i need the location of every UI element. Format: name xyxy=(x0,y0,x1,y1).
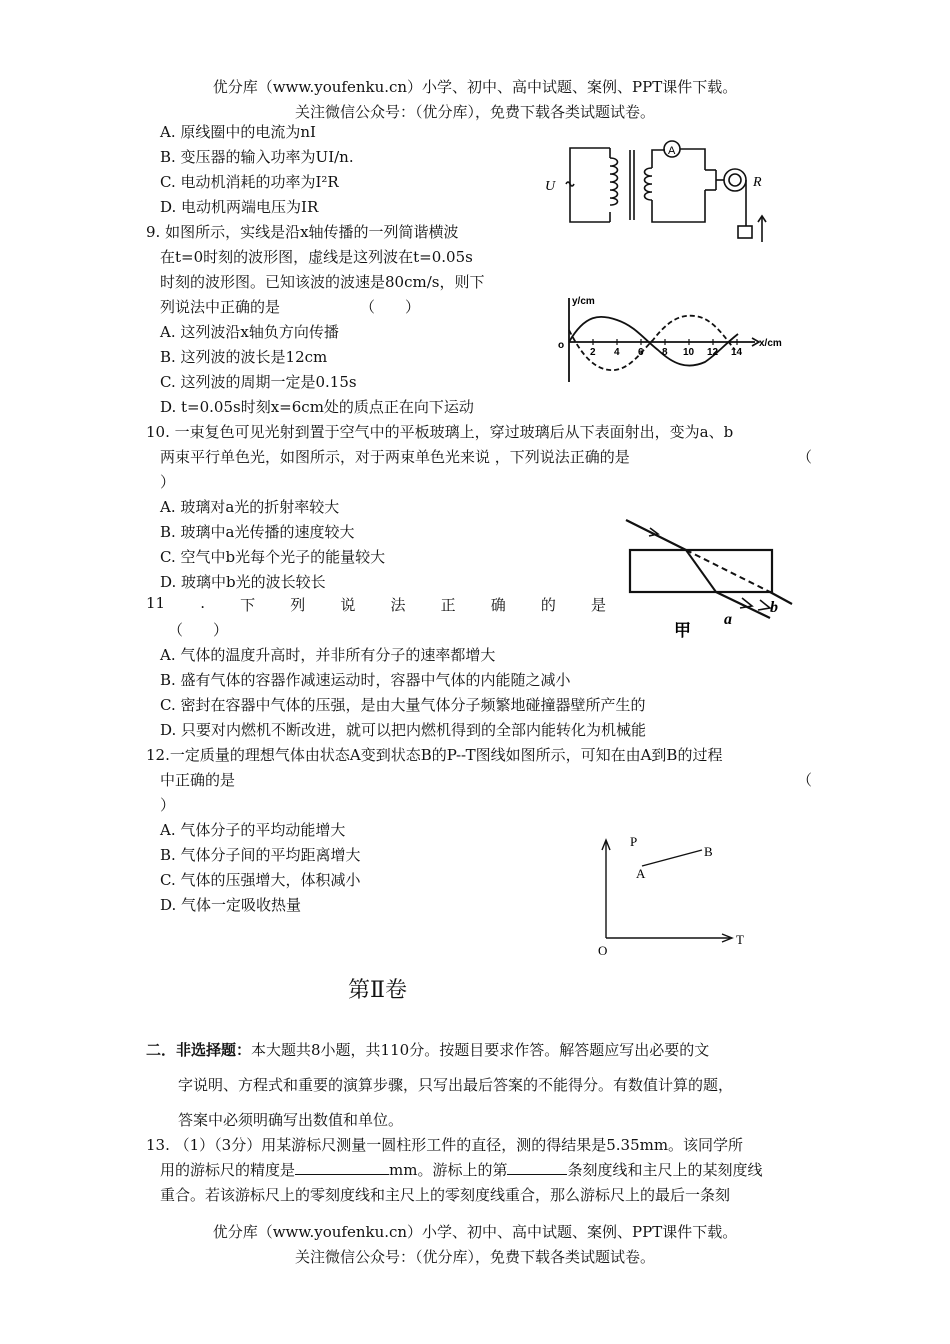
q12-option-d: D. 气体一定吸收热量 xyxy=(160,896,302,914)
wave-graph-figure xyxy=(555,292,795,384)
q11-stem-char: 确 xyxy=(490,596,506,614)
header-line-1: 优分库（www.youfenku.cn）小学、初中、高中试题、案例、PPT课件下载。 xyxy=(212,78,738,96)
t-axis-label: T xyxy=(736,932,744,947)
q12-paren-close: ） xyxy=(160,796,176,814)
voltage-label: U xyxy=(545,179,556,194)
figure-caption: 甲 xyxy=(674,621,691,641)
q12-option-a: A. 气体分子的平均动能增大 xyxy=(160,821,346,839)
state-a-label: A xyxy=(636,866,646,881)
header-line-2: 关注微信公众号：（优分库），免费下载各类试题试卷。 xyxy=(294,103,655,121)
q13-line-2-part-b: mm。游标上的第 xyxy=(389,1161,508,1179)
q10-stem-line-2: 两束平行单色光，如图所示，对于两束单色光来说 ，下列说法正确的是 xyxy=(160,448,630,466)
q10-paren-close: ） xyxy=(160,473,176,491)
q9-answer-paren: （ ） xyxy=(360,298,421,316)
q13-line-2-part-a: 用的游标尺的精度是 xyxy=(160,1161,296,1179)
q9-option-c: C. 这列波的周期一定是0.15s xyxy=(160,373,357,391)
q11-stem xyxy=(146,594,606,615)
origin-label: O xyxy=(598,943,608,958)
q11-stem-char: 正 xyxy=(440,596,456,614)
q11-option-c: C. 密封在容器中气体的压强，是由大量气体分子频繁地碰撞器壁所产生的 xyxy=(160,696,646,714)
state-b-label: B xyxy=(704,844,713,859)
q9-stem-line-3: 时刻的波形图。已知该波的波速是80cm/s，则下 xyxy=(160,273,485,291)
pt-graph-figure xyxy=(590,828,760,960)
q8-option-a: A. 原线圈中的电流为nI xyxy=(160,123,316,141)
p-axis-label: P xyxy=(630,834,638,849)
x-tick-label: 8 xyxy=(662,347,668,358)
q13-line-3: 重合。若该游标尺上的零刻度线和主尺上的零刻度线重合，那么游标尺上的最后一条刻 xyxy=(160,1186,731,1204)
q10-option-c: C. 空气中b光每个光子的能量较大 xyxy=(160,548,386,566)
part-2-intro-line-1 xyxy=(146,1039,709,1060)
q11-option-d: D. 只要对内燃机不断改进，就可以把内燃机得到的全部内能转化为机械能 xyxy=(160,721,647,739)
q10-option-a: A. 玻璃对a光的折射率较大 xyxy=(160,498,340,516)
glass-slab-figure xyxy=(620,516,800,642)
ammeter-label: A xyxy=(668,145,676,157)
dashed-wave xyxy=(569,316,735,370)
q9-stem-line-1: 9. 如图所示，实线是沿x轴传播的一列简谐横波 xyxy=(146,223,459,241)
part-2-intro-text: 本大题共8小题，共110分。按题目要求作答。解答题应写出必要的文 xyxy=(251,1041,710,1059)
part-2-title: 第Ⅱ卷 xyxy=(348,978,407,1003)
q9-option-d: D. t=0.05s时刻x=6cm处的质点正在向下运动 xyxy=(160,398,474,416)
y-axis-label: y/cm xyxy=(572,296,595,307)
q11-stem-char: 列 xyxy=(290,596,306,614)
q8-option-b: B. 变压器的输入功率为UI/n. xyxy=(160,148,354,166)
q13-line-1: 13. （1）（3分）用某游标尺测量一圆柱形工件的直径，测的得结果是5.35mm。该同学所 xyxy=(146,1136,744,1154)
q12-paren-open: （ xyxy=(797,771,813,789)
q12-stem-line-1: 12.一定质量的理想气体由状态A变到状态B的P--T图线如图所示，可知在由A到B的过程 xyxy=(146,746,723,764)
part-2-intro-line-3: 答案中必须明确写出数值和单位。 xyxy=(178,1111,404,1129)
q8-option-d: D. 电动机两端电压为IR xyxy=(160,198,319,216)
q9-stem-line-2: 在t=0时刻的波形图，虚线是这列波在t=0.05s xyxy=(160,248,473,266)
x-tick-label: 12 xyxy=(707,347,719,358)
q11-stem-char: 11 xyxy=(146,594,166,612)
resistor-label: R xyxy=(753,175,762,190)
q13-precision-blank[interactable] xyxy=(295,1160,389,1175)
q10-stem-line-1: 10. 一束复色可见光射到置于空气中的平板玻璃上，穿过玻璃后从下表面射出，变为a、b xyxy=(146,423,734,441)
q11-stem-char: 下 xyxy=(240,596,256,614)
q11-answer-paren: （ ） xyxy=(168,621,229,639)
footer-line-2: 关注微信公众号：（优分库），免费下载各类试题试卷。 xyxy=(294,1248,655,1266)
q9-option-a: A. 这列波沿x轴负方向传播 xyxy=(160,323,339,341)
x-tick-label: 4 xyxy=(614,347,620,358)
part-2-label: 二．非选择题： xyxy=(146,1041,252,1059)
q11-stem-char: 的 xyxy=(540,596,556,614)
transformer-circuit-figure xyxy=(540,128,780,246)
x-tick-label: 6 xyxy=(638,347,644,358)
part-2-intro-line-2: 字说明、方程式和重要的演算步骤，只写出最后答案的不能得分。有数值计算的题， xyxy=(178,1076,734,1094)
q8-option-c: C. 电动机消耗的功率为I²R xyxy=(160,173,339,191)
q13-line-2 xyxy=(160,1159,762,1180)
x-tick-label: 14 xyxy=(731,347,743,358)
q12-option-c: C. 气体的压强增大，体积减小 xyxy=(160,871,361,889)
x-axis-label: x/cm xyxy=(759,338,782,349)
q11-stem-char: . xyxy=(200,594,205,612)
q10-option-d: D. 玻璃中b光的波长较长 xyxy=(160,573,326,591)
q12-option-b: B. 气体分子间的平均距离增大 xyxy=(160,846,361,864)
q11-stem-char: 法 xyxy=(390,596,406,614)
footer-line-1: 优分库（www.youfenku.cn）小学、初中、高中试题、案例、PPT课件下载。 xyxy=(212,1223,738,1241)
x-tick-label: 10 xyxy=(683,347,695,358)
q11-option-b: B. 盛有气体的容器作减速运动时，容器中气体的内能随之减小 xyxy=(160,671,571,689)
q9-option-b: B. 这列波的波长是12cm xyxy=(160,348,328,366)
q13-line-2-part-c: 条刻度线和主尺上的某刻度线 xyxy=(567,1161,763,1179)
q10-paren-open: （ xyxy=(797,448,813,466)
q10-option-b: B. 玻璃中a光传播的速度较大 xyxy=(160,523,355,541)
ray-a-label: a xyxy=(724,611,732,628)
q11-stem-char: 是 xyxy=(590,596,606,614)
q12-stem-line-2: 中正确的是 xyxy=(160,771,236,789)
q11-stem-char: 说 xyxy=(340,596,356,614)
q13-graduation-blank[interactable] xyxy=(507,1160,567,1175)
x-tick-label: 2 xyxy=(590,347,596,358)
origin-label: o xyxy=(558,340,565,351)
q11-option-a: A. 气体的温度升高时，并非所有分子的速率都增大 xyxy=(160,646,496,664)
q9-stem-line-4: 列说法中正确的是 xyxy=(160,298,281,316)
ray-b-label: b xyxy=(770,599,778,616)
